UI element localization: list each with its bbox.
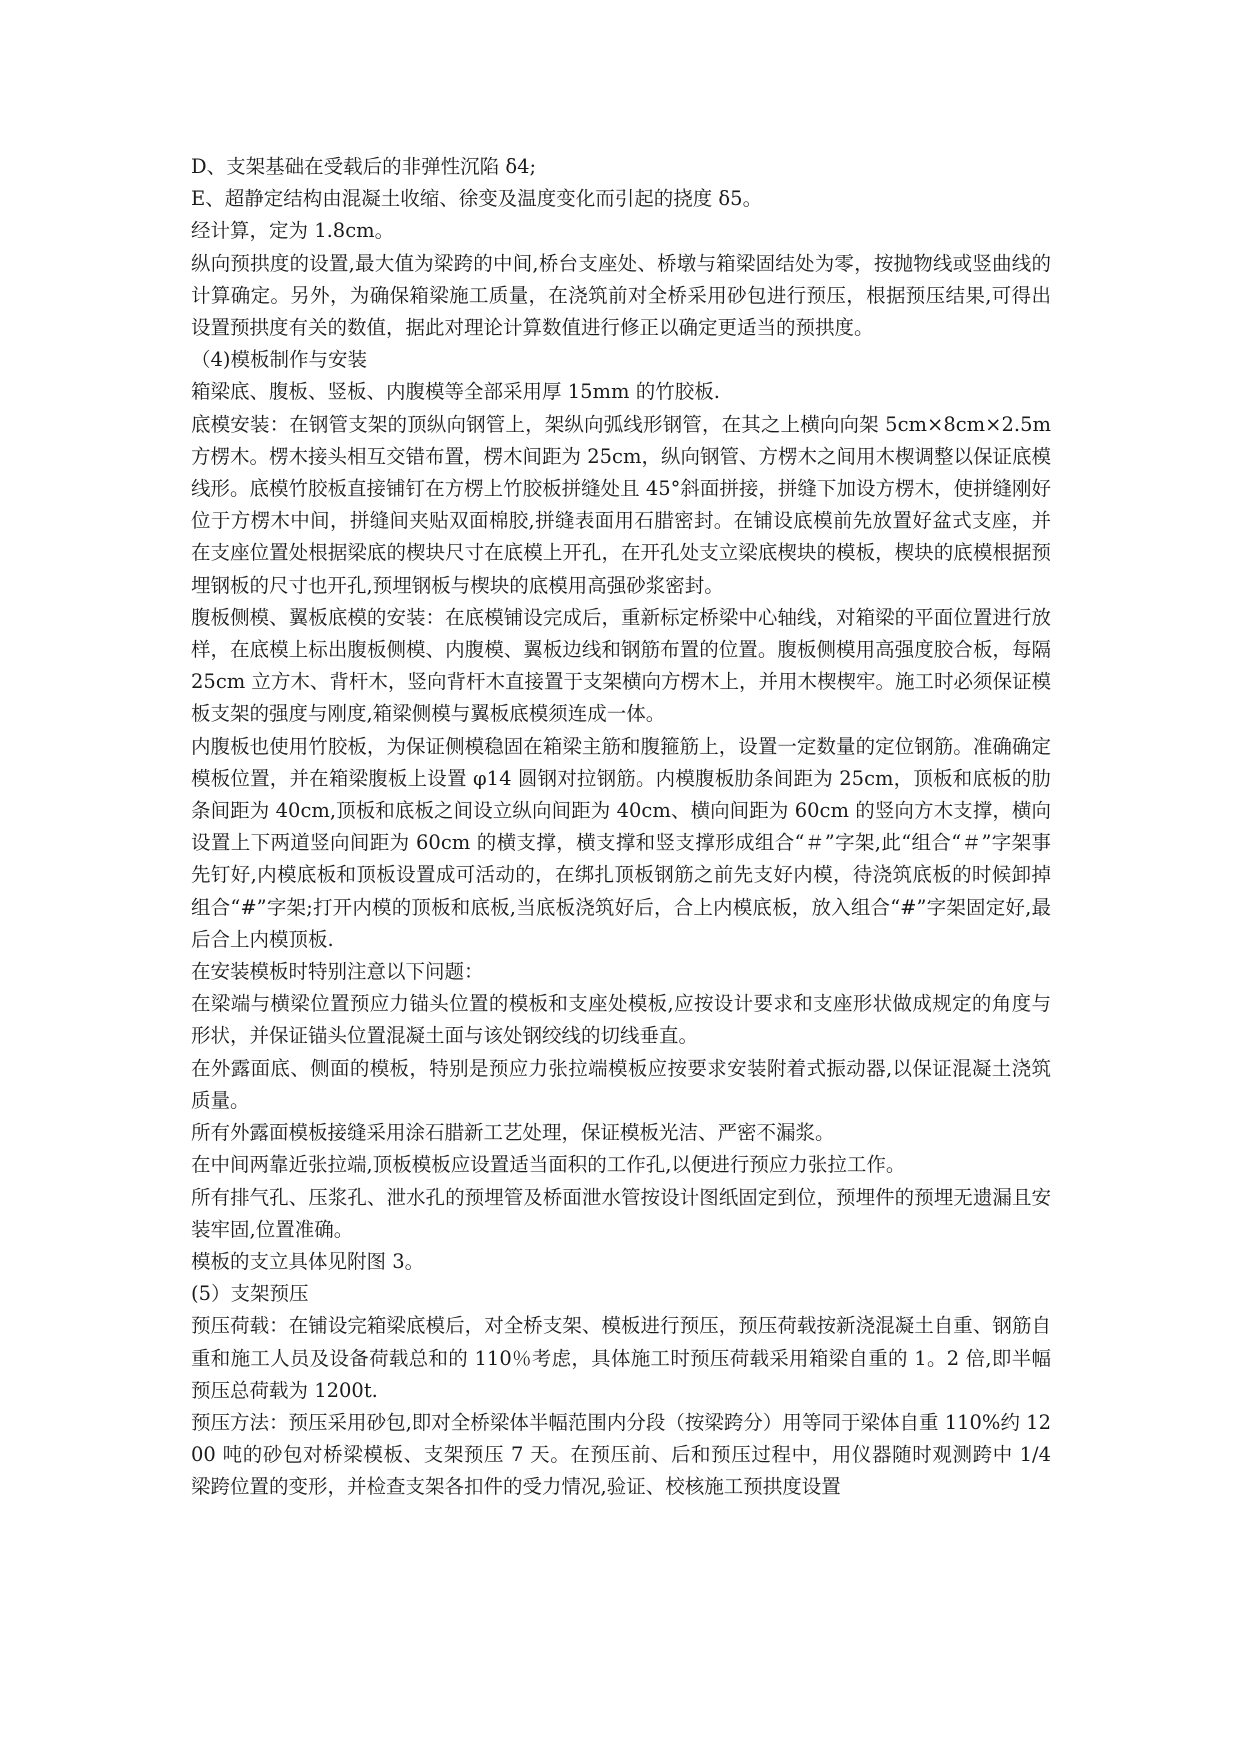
paragraph-anchor-forms: 在梁端与横梁位置预应力锚头位置的模板和支座处模板,应按设计要求和支座形状做成规定的角度与形状，并保证锚头位置混凝土面与该处钢绞线的切线垂直。 bbox=[191, 992, 1051, 1048]
paragraph-preload-load: 预压荷载：在铺设完箱梁底模后，对全桥支架、模板进行预压，预压荷载按新浇混凝土自重、钢筋自重和施工人员及设备荷载总和的 110％考虑，具体施工时预压荷载采用箱梁自重的 1。2 倍,即半幅预压总荷载为 1200t. bbox=[191, 1314, 1051, 1402]
paragraph-bottom-form-install: 底模安装：在钢管支架的顶纵向钢管上，架纵向弧线形钢管，在其之上横向向架 5cm×8cm×2.5m 方楞木。楞木接头相互交错布置，楞木间距为 25cm，纵向钢管、方楞木之间用木楔调整以保证底模线形。底模竹胶板直接铺钉在方楞上竹胶板拼缝处且 45°斜面拼接，拼缝下加设方楞木，使拼缝刚好位于方楞木中间，拼缝间夹贴双面棉胶,拼缝表面用石腊密封。在铺设底模前先放置好盆式支座，并在支座位置处根据梁底的楔块尺寸在底模上开孔，在开孔处支立梁底楔块的模板，楔块的底模根据预埋钢板的尺寸也开孔,预埋钢板与楔块的底模用高强砂浆密封。 bbox=[191, 412, 1051, 597]
paragraph-figure-reference: 模板的支立具体见附图 3。 bbox=[191, 1249, 425, 1273]
paragraph-embedded-pipes: 所有排气孔、压浆孔、泄水孔的预埋管及桥面泄水管按设计图纸固定到位，预埋件的预埋无遗漏且安装牢固,位置准确。 bbox=[191, 1185, 1051, 1241]
section-heading-formwork: （4)模板制作与安装 bbox=[191, 348, 368, 372]
paragraph-work-holes: 在中间两靠近张拉端,顶板模板应设置适当面积的工作孔,以便进行预应力张拉工作。 bbox=[191, 1153, 906, 1177]
paragraph-calculation-result: 经计算，定为 1.8cm。 bbox=[191, 219, 395, 243]
paragraph-formwork-material: 箱梁底、腹板、竖板、内腹模等全部采用厚 15mm 的竹胶板. bbox=[191, 380, 720, 404]
paragraph-joint-treatment: 所有外露面模板接缝采用涂石腊新工艺处理，保证模板光洁、严密不漏浆。 bbox=[191, 1121, 835, 1145]
paragraph-d-settlement: D、支架基础在受载后的非弹性沉陷 δ4; bbox=[191, 155, 537, 178]
paragraph-e-deflection: E、超静定结构由混凝土收缩、徐变及温度变化而引起的挠度 δ5。 bbox=[191, 187, 763, 211]
paragraph-web-side-form: 腹板侧模、翼板底模的安装：在底模铺设完成后，重新标定桥梁中心轴线，对箱梁的平面位置进行放样，在底模上标出腹板侧模、内腹模、翼板边线和钢筋布置的位置。腹板侧模用高强度胶合板，每隔 25cm 立方木、背杆木，竖向背杆木直接置于支架横向方楞木上，并用木楔楔牢。施工时必须保证模板支架的强度与刚度,箱梁侧模与翼板底模须连成一体。 bbox=[191, 605, 1051, 726]
paragraph-preload-method: 预压方法：预压采用砂包,即对全桥梁体半幅范围内分段（按梁跨分）用等同于梁体自重 110%约 1200 吨的砂包对桥梁模板、支架预压 7 天。在预压前、后和预压过程中，用仪器随时观测跨中 1/4 梁跨位置的变形，并检查支架各扣件的受力情况,验证、校核施工预拱度设置 bbox=[191, 1410, 1051, 1499]
paragraph-attention-intro: 在安装模板时特别注意以下问题： bbox=[191, 960, 484, 984]
paragraph-camber-setting: 纵向预拱度的设置,最大值为梁跨的中间,桥台支座处、桥墩与箱梁固结处为零，按抛物线或竖曲线的计算确定。另外，为确保箱梁施工质量，在浇筑前对全桥采用砂包进行预压，根据预压结果,可得出设置预拱度有关的数值，据此对理论计算数值进行修正以确定更适当的预拱度。 bbox=[191, 251, 1051, 340]
paragraph-vibrators: 在外露面底、侧面的模板，特别是预应力张拉端模板应按要求安装附着式振动器,以保证混凝土浇筑质量。 bbox=[191, 1056, 1051, 1112]
paragraph-inner-web-form: 内腹板也使用竹胶板，为保证侧模稳固在箱梁主筋和腹箍筋上，设置一定数量的定位钢筋。准确确定模板位置，并在箱梁腹板上设置 φ14 圆钢对拉钢筋。内模腹板肋条间距为 25cm，顶板和底板的肋条间距为 40cm,顶板和底板之间设立纵向间距为 40cm、横向间距为 60cm 的竖向方木支撑，横向设置上下两道竖向间距为 60cm 的横支撑，横支撑和竖支撑形成组合“＃”字架,此“组合“＃”字架事先钉好,内模底板和顶板设置成可活动的，在绑扎顶板钢筋之前先支好内模，待浇筑底板的时候卸掉组合“#”字架;打开内模的顶板和底板,当底板浇筑好后，合上内模底板，放入组合“#”字架固定好,最后合上内模顶板. bbox=[191, 734, 1051, 951]
section-heading-preloading: (5）支架预压 bbox=[191, 1282, 309, 1306]
document-body bbox=[191, 151, 1051, 1504]
